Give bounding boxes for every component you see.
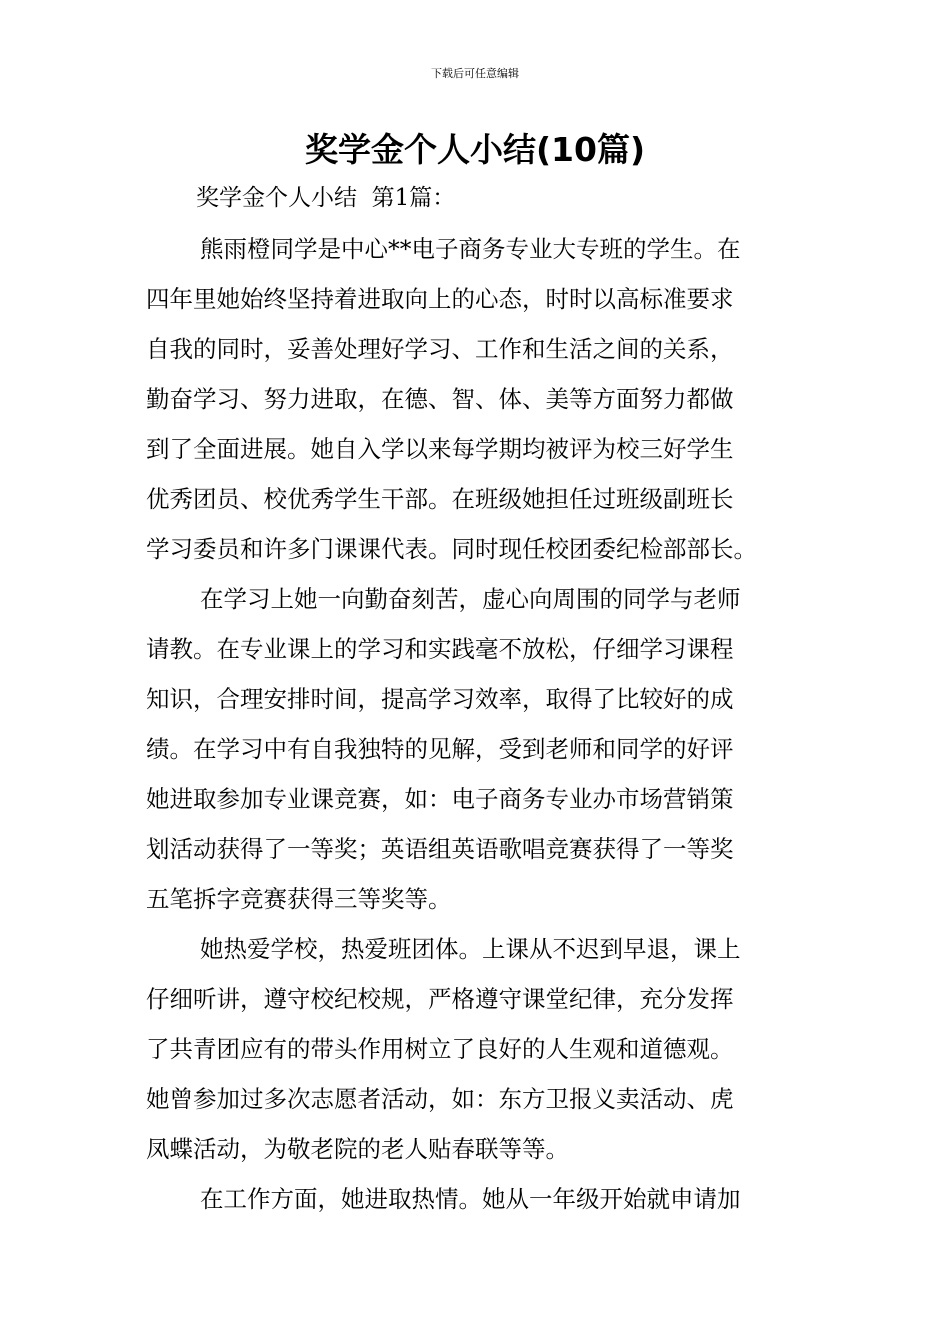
document-title: 奖学金个人小结(10篇) [304, 130, 646, 169]
body-line: 请教。在专业课上的学习和实践毫不放松，仔细学习课程 [146, 635, 734, 663]
section-heading: 奖学金个人小结 第1篇： [196, 185, 456, 211]
download-note: 下载后可任意编辑 [431, 67, 519, 80]
body-line: 绩。在学习中有自我独特的见解，受到老师和同学的好评 [146, 735, 734, 763]
body-line: 勤奋学习、努力进取，在德、智、体、美等方面努力都做 [146, 385, 734, 413]
body-line: 五笔拆字竞赛获得三等奖等。 [146, 885, 452, 913]
body-line: 了共青团应有的带头作用树立了良好的人生观和道德观。 [146, 1035, 734, 1063]
body-line: 学习委员和许多门课课代表。同时现任校团委纪检部部长。 [146, 535, 757, 563]
body-line: 划活动获得了一等奖；英语组英语歌唱竞赛获得了一等奖 [146, 835, 734, 863]
body-line: 知识，合理安排时间，提高学习效率，取得了比较好的成 [146, 685, 734, 713]
body-line: 优秀团员、校优秀学生干部。在班级她担任过班级副班长 [146, 485, 734, 513]
body-line: 在学习上她一向勤奋刻苦，虚心向周围的同学与老师 [200, 585, 741, 613]
body-line: 自我的同时，妥善处理好学习、工作和生活之间的关系， [146, 335, 734, 363]
body-line: 到了全面进展。她自入学以来每学期均被评为校三好学生 [146, 435, 734, 463]
body-line: 仔细听讲，遵守校纪校规，严格遵守课堂纪律，充分发挥 [146, 985, 734, 1013]
body-line: 四年里她始终坚持着进取向上的心态，时时以高标准要求 [146, 285, 734, 313]
body-line: 熊雨橙同学是中心**电子商务专业大专班的学生。在 [200, 235, 741, 263]
body-line: 在工作方面，她进取热情。她从一年级开始就申请加 [200, 1185, 741, 1213]
body-line: 她热爱学校，热爱班团体。上课从不迟到早退，课上 [200, 935, 741, 963]
body-line: 她进取参加专业课竞赛，如：电子商务专业办市场营销策 [146, 785, 734, 813]
body-line: 凤蝶活动，为敬老院的老人贴春联等等。 [146, 1135, 569, 1163]
body-line: 她曾参加过多次志愿者活动，如：东方卫报义卖活动、虎 [146, 1085, 734, 1113]
